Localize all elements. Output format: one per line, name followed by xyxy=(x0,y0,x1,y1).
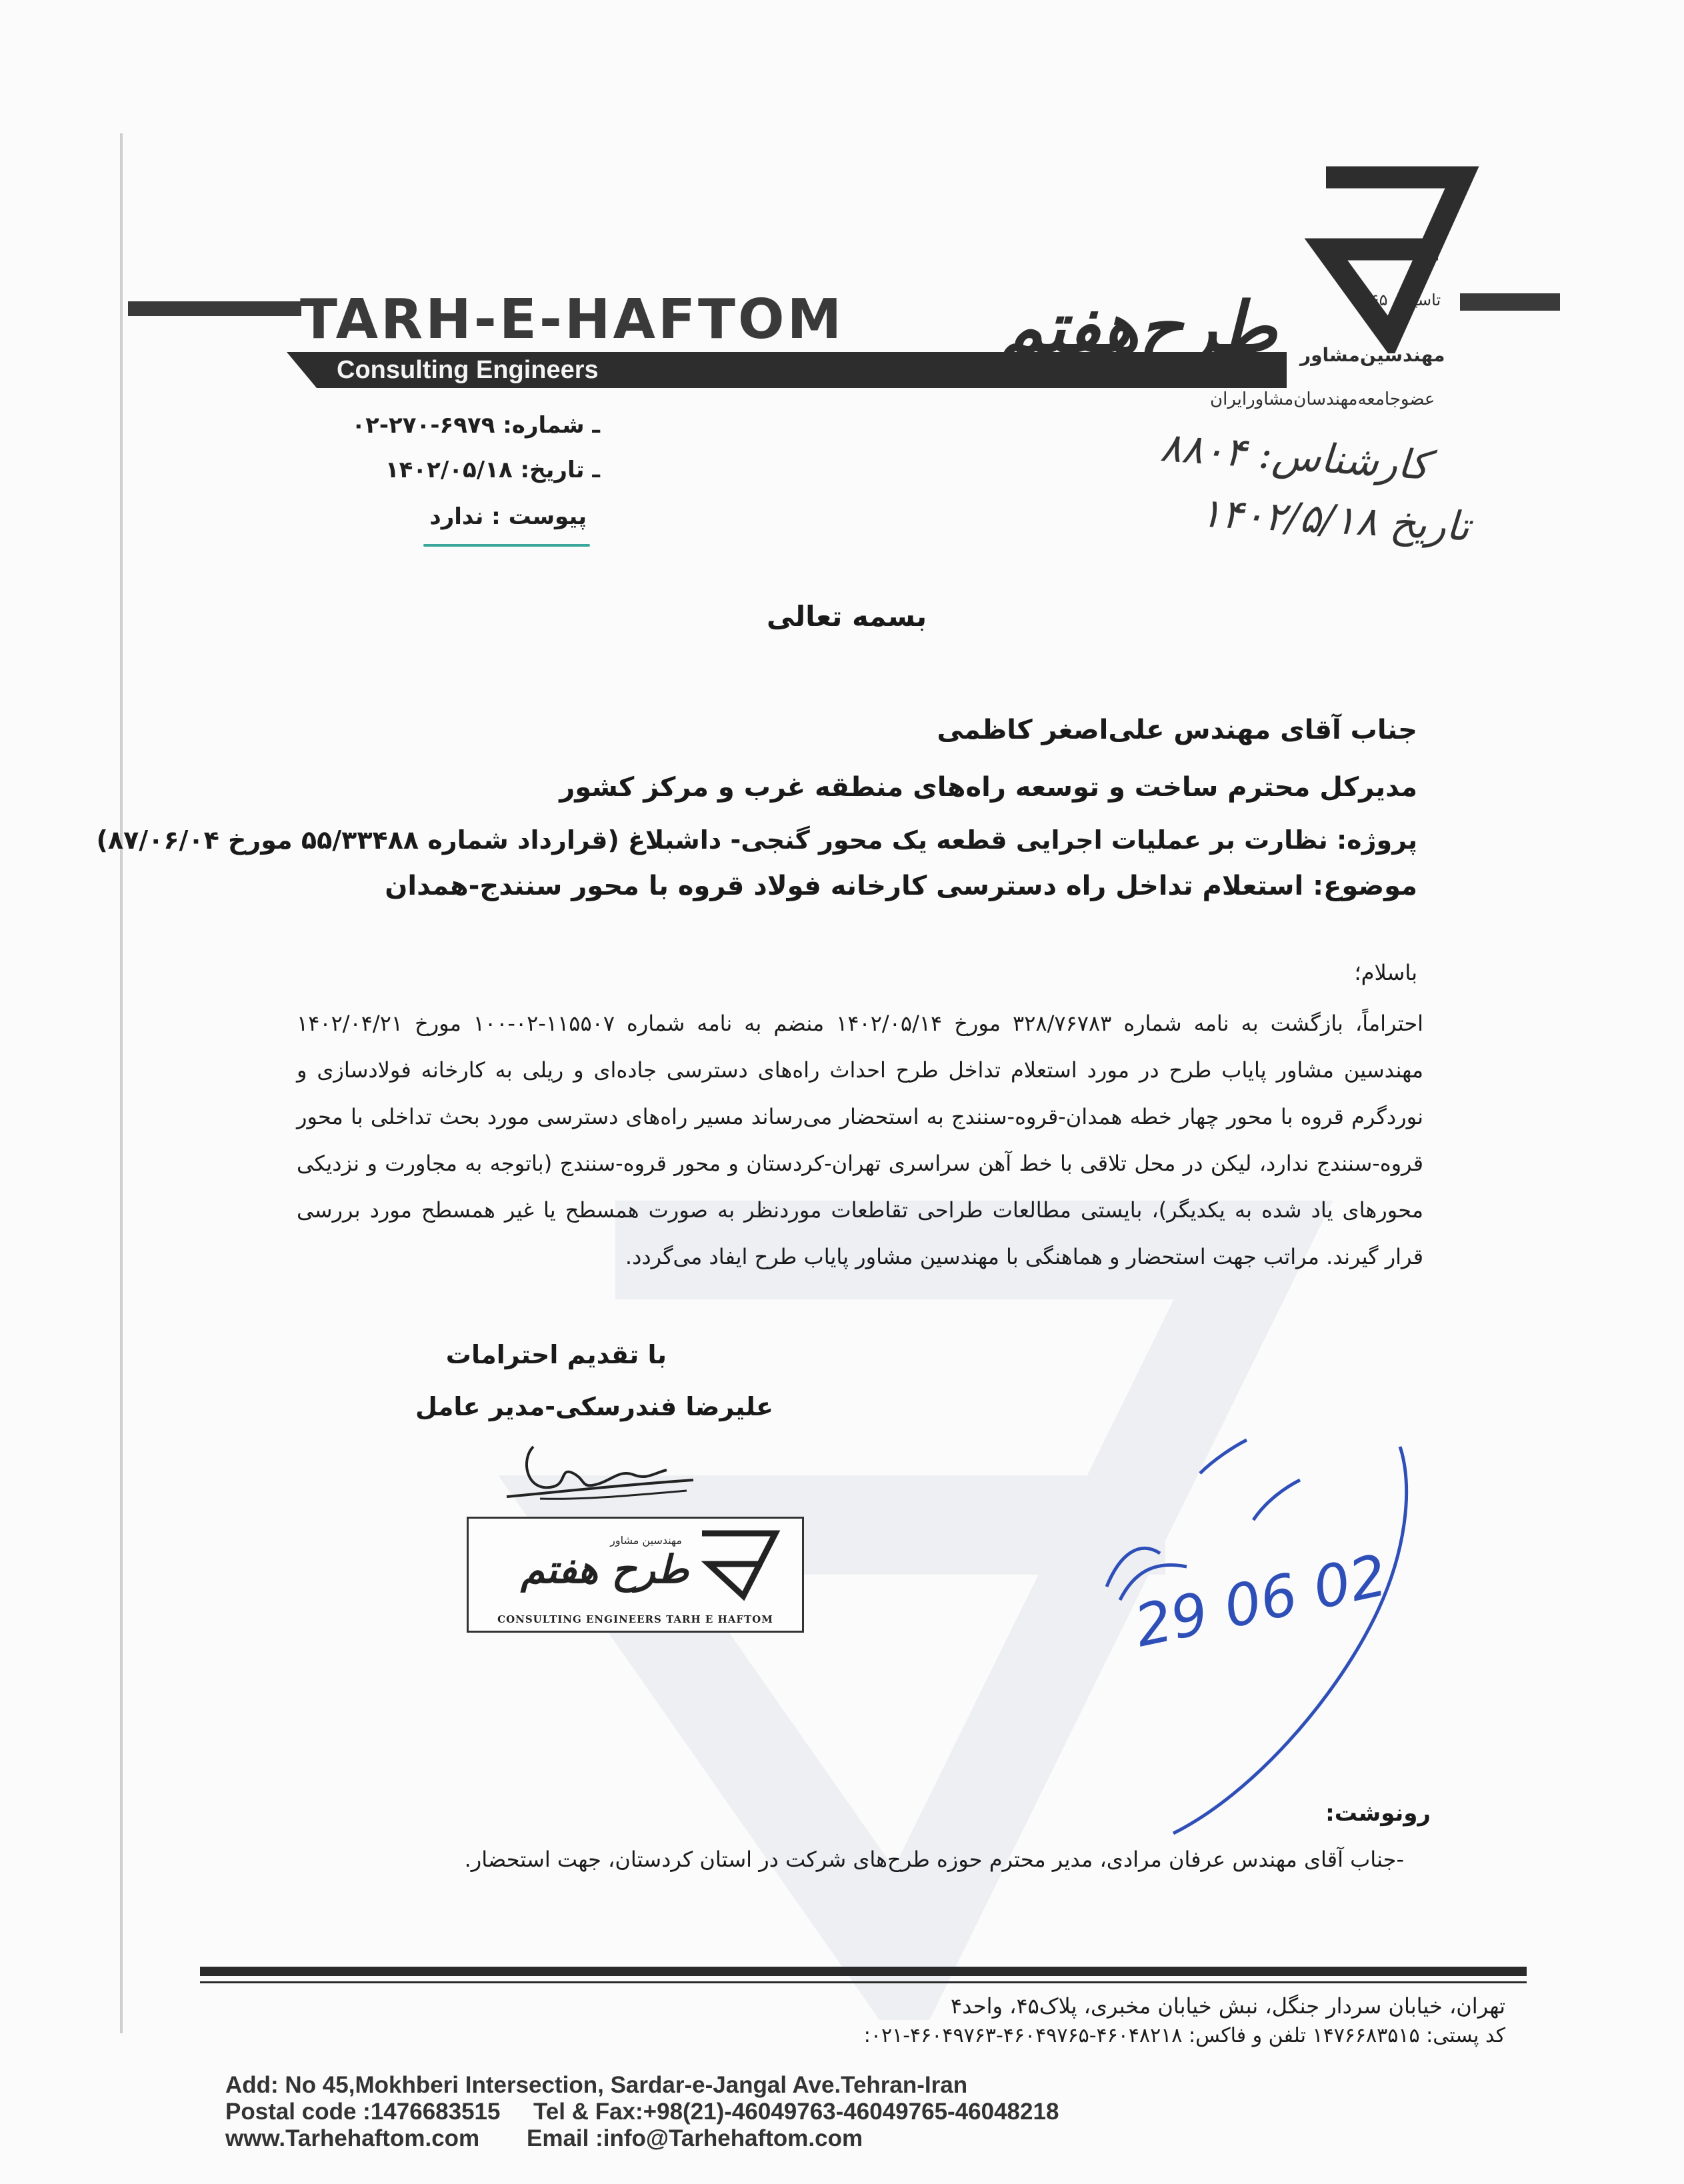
scan-edge xyxy=(120,133,123,2033)
footer-website: www.Tarhehaftom.com xyxy=(225,2125,480,2151)
cc-label: رونوشت: xyxy=(1325,1800,1431,1827)
closing-line: با تقدیم احترامات xyxy=(445,1340,667,1369)
brand-name-latin: TARH-E-HAFTOM xyxy=(300,288,845,351)
membership-line: عضوجامعه‌مهندسان‌مشاورایران xyxy=(1210,389,1435,409)
handwritten-receipt-number: کارشناس: ۸۸۰۴ xyxy=(1159,423,1431,490)
blue-note-number: 29 06 02 xyxy=(1129,1542,1393,1661)
letter-attachment: پیوست : ندارد xyxy=(429,503,587,530)
logo-mark-icon xyxy=(1287,153,1493,353)
footer-tel-fax: Tel & Fax:+98(21)-46049763-46049765-46048218 xyxy=(533,2099,1059,2125)
letter-date: ـ تاریخ: ۱۴۰۲/۰۵/۱۸ xyxy=(385,457,600,483)
greeting: باسلام؛ xyxy=(1354,960,1417,985)
stamp-persian-name: طرح هفتم xyxy=(521,1547,689,1592)
brand-subtitle: Consulting Engineers xyxy=(337,356,599,384)
attachment-underline xyxy=(423,544,590,547)
footer-email: Email :info@Tarhehaftom.com xyxy=(527,2125,863,2151)
addressee-title: مدیرکل محترم ساخت و توسعه راه‌های منطقه غرب و مرکز کشور xyxy=(559,772,1417,803)
salutation-header: بسمه تعالی xyxy=(766,600,927,633)
stamp-logo-icon xyxy=(482,1524,789,1603)
cc-item: -جناب آقای مهندس عرفان مرادی، مدیر محترم حوزه طرح‌های شرکت در استان کردستان، جهت استحضار. xyxy=(464,1847,1404,1872)
addressee: جناب آقای مهندس علی‌اصغر کاظمی xyxy=(937,715,1417,745)
letter-body: احتراماً، بازگشت به نامه شماره ۳۲۸/۷۶۷۸۳ مورخ ۱۴۰۲/۰۵/۱۴ منضم به نامه شماره ۱۱۵۵۰۷-۰۲-۱۰۰ مورخ ۱۴۰۲/۰۴/۲۱ مهندسین مشاور پایاب طرح در مورد استعلام تداخل طرح احداث راه‌های دسترسی جاده‌ای و ریلی به کارخانه فولادسازی و نوردگرم قروه با محور چهار خطه همدان-قروه-سنندج به استحضار می‌رساند مسیر راه‌های دسترسی مورد بحث تداخلی با محور قروه-سنندج ندارد، لیکن در محل تلاقی با خط آهن سراسری تهران-کردستان و محور قروه-سنندج (باتوجه به مجاورت و نزدیکی محورهای یاد شده به یکدیگر)، بایستی مطالعات طراحی تقاطعات موردنظر به صورت همسطح یا غیر همسطح مورد بررسی قرار گیرند. مراتب جهت استحضار و هماهنگی با مهندسین مشاور پایاب طرح ایفاد می‌گردد. xyxy=(297,1011,1424,1269)
letter-number: ـ شماره: ۶۹۷۹-۲۷۰-۰۲ xyxy=(351,412,600,439)
footer-address-persian: تهران، خیابان سردار جنگل، نبش خیابان مخبری، پلاک۴۵، واحد۴ xyxy=(950,1993,1505,2019)
signature-icon xyxy=(493,1433,707,1513)
stamp-persian-top: مهندسین مشاور xyxy=(610,1534,682,1547)
subject-line: موضوع: استعلام تداخل راه دسترسی کارخانه فولاد قروه با محور سنندج-همدان xyxy=(385,871,1417,901)
brand-name-persian: طرح‌هفتم xyxy=(1000,287,1277,368)
header-bar-left xyxy=(128,301,301,316)
footer-rule-thin xyxy=(200,1981,1527,1983)
footer-rule xyxy=(200,1967,1527,1976)
footer-codes-persian: کد پستی: ۱۴۷۶۶۸۳۵۱۵ تلفن و فاکس: ۴۶۰۴۸۲۱۸-۴۶۰۴۹۷۶۵-۴۶۰۴۹۷۶۳-۰۲۱: xyxy=(863,2024,1505,2047)
footer-postal-code: Postal code :1476683515 xyxy=(225,2099,501,2125)
blue-handwritten-note xyxy=(1080,1420,1453,1900)
brand-persian-subtitle: مهندسین‌مشاور xyxy=(1300,344,1445,366)
handwritten-receipt-date: تاریخ ۱۴۰۲/۵/۱۸ xyxy=(1199,489,1471,551)
company-stamp xyxy=(467,1517,804,1633)
footer-address-english: Add: No 45,Mokhberi Intersection, Sardar-e-Jangal Ave.Tehran-Iran xyxy=(225,2072,968,2098)
signer-name: علیرضا فندرسکی-مدیر عامل xyxy=(415,1392,773,1421)
founded-year: تاسیس ۱۳۶۵ xyxy=(1353,291,1441,309)
stamp-caption: CONSULTING ENGINEERS TARH E HAFTOM xyxy=(497,1613,773,1625)
project-line: پروژه: نظارت بر عملیات اجرایی قطعه یک محور گنجی- داشبلاغ (قرارداد شماره ۵۵/۳۳۴۸۸ مورخ ۸۷/۰۶/۰۴) xyxy=(96,825,1417,855)
